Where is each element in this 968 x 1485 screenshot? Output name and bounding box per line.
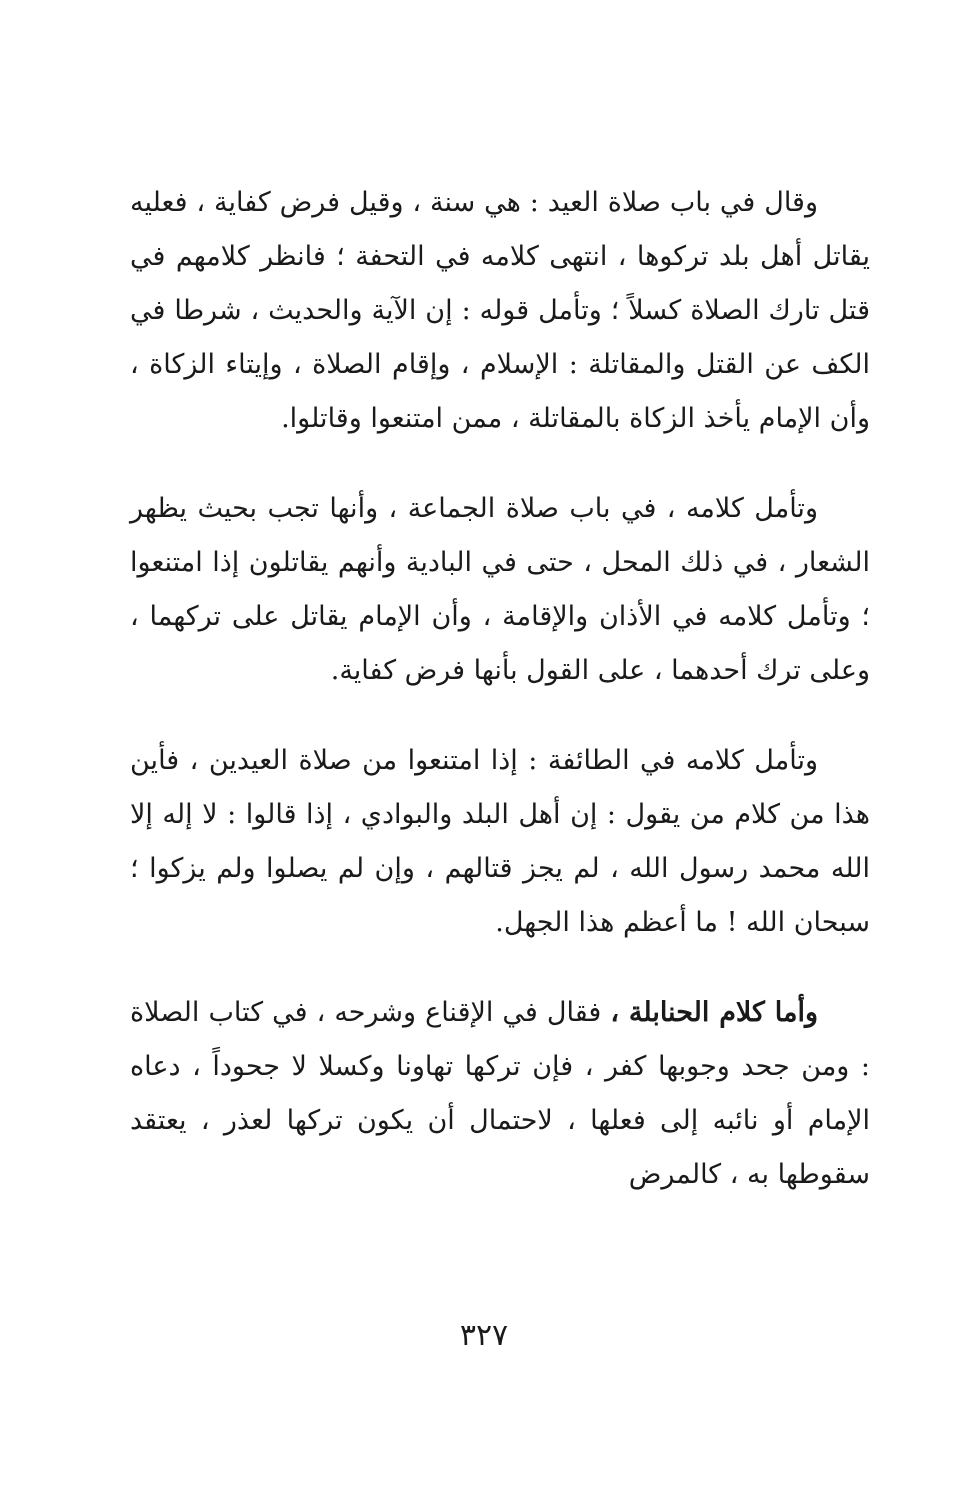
paragraph-2-text: وتأمل كلامه ، في باب صلاة الجماعة ، وأنها تجب بحيث يظهر الشعار ، في ذلك المحل ، حتى في البادية وأنهم يقاتلون إذا امتنعوا ؛ وتأمل كلامه في الأذان والإقامة ، وأن الإمام يقاتل على تركهما ، وعلى ترك أحدهما ، على القول بأنها فرض كفاية. bbox=[130, 493, 870, 686]
paragraph-3 bbox=[130, 734, 870, 950]
paragraph-2 bbox=[130, 482, 870, 698]
paragraph-4 bbox=[130, 986, 870, 1202]
page-number: ٣٢٧ bbox=[459, 1318, 509, 1353]
paragraph-3-text: وتأمل كلامه في الطائفة : إذا امتنعوا من صلاة العيدين ، فأين هذا من كلام من يقول : إن أهل البلد والبوادي ، إذا قالوا : لا إله إلا الله محمد رسول الله ، لم يجز قتالهم ، وإن لم يصلوا ولم يزكوا ؛ سبحان الله ! ما أعظم هذا الجهل. bbox=[130, 745, 870, 938]
paragraph-1 bbox=[130, 176, 870, 446]
body-text bbox=[130, 176, 870, 1238]
paragraph-4-lead: وأما كلام الحنابلة ، bbox=[610, 997, 818, 1028]
paragraph-1-text: وقال في باب صلاة العيد : هي سنة ، وقيل فرض كفاية ، فعليه يقاتل أهل بلد تركوها ، انتهى كلامه في التحفة ؛ فانظر كلامهم في قتل تارك الصلاة كسلاً ؛ وتأمل قوله : إن الآية والحديث ، شرطا في الكف عن القتل والمقاتلة : الإسلام ، وإقام الصلاة ، وإيتاء الزكاة ، وأن الإمام يأخذ الزكاة بالمقاتلة ، ممن امتنعوا وقاتلوا. bbox=[130, 187, 870, 434]
paragraph-4-text: فقال في الإقناع وشرحه ، في كتاب الصلاة : ومن جحد وجوبها كفر ، فإن تركها تهاونا وكسلا لا جحوداً ، دعاه الإمام أو نائبه إلى فعلها ، لاحتمال أن يكون تركها لعذر ، يعتقد سقوطها به ، كالمرض bbox=[130, 997, 870, 1190]
